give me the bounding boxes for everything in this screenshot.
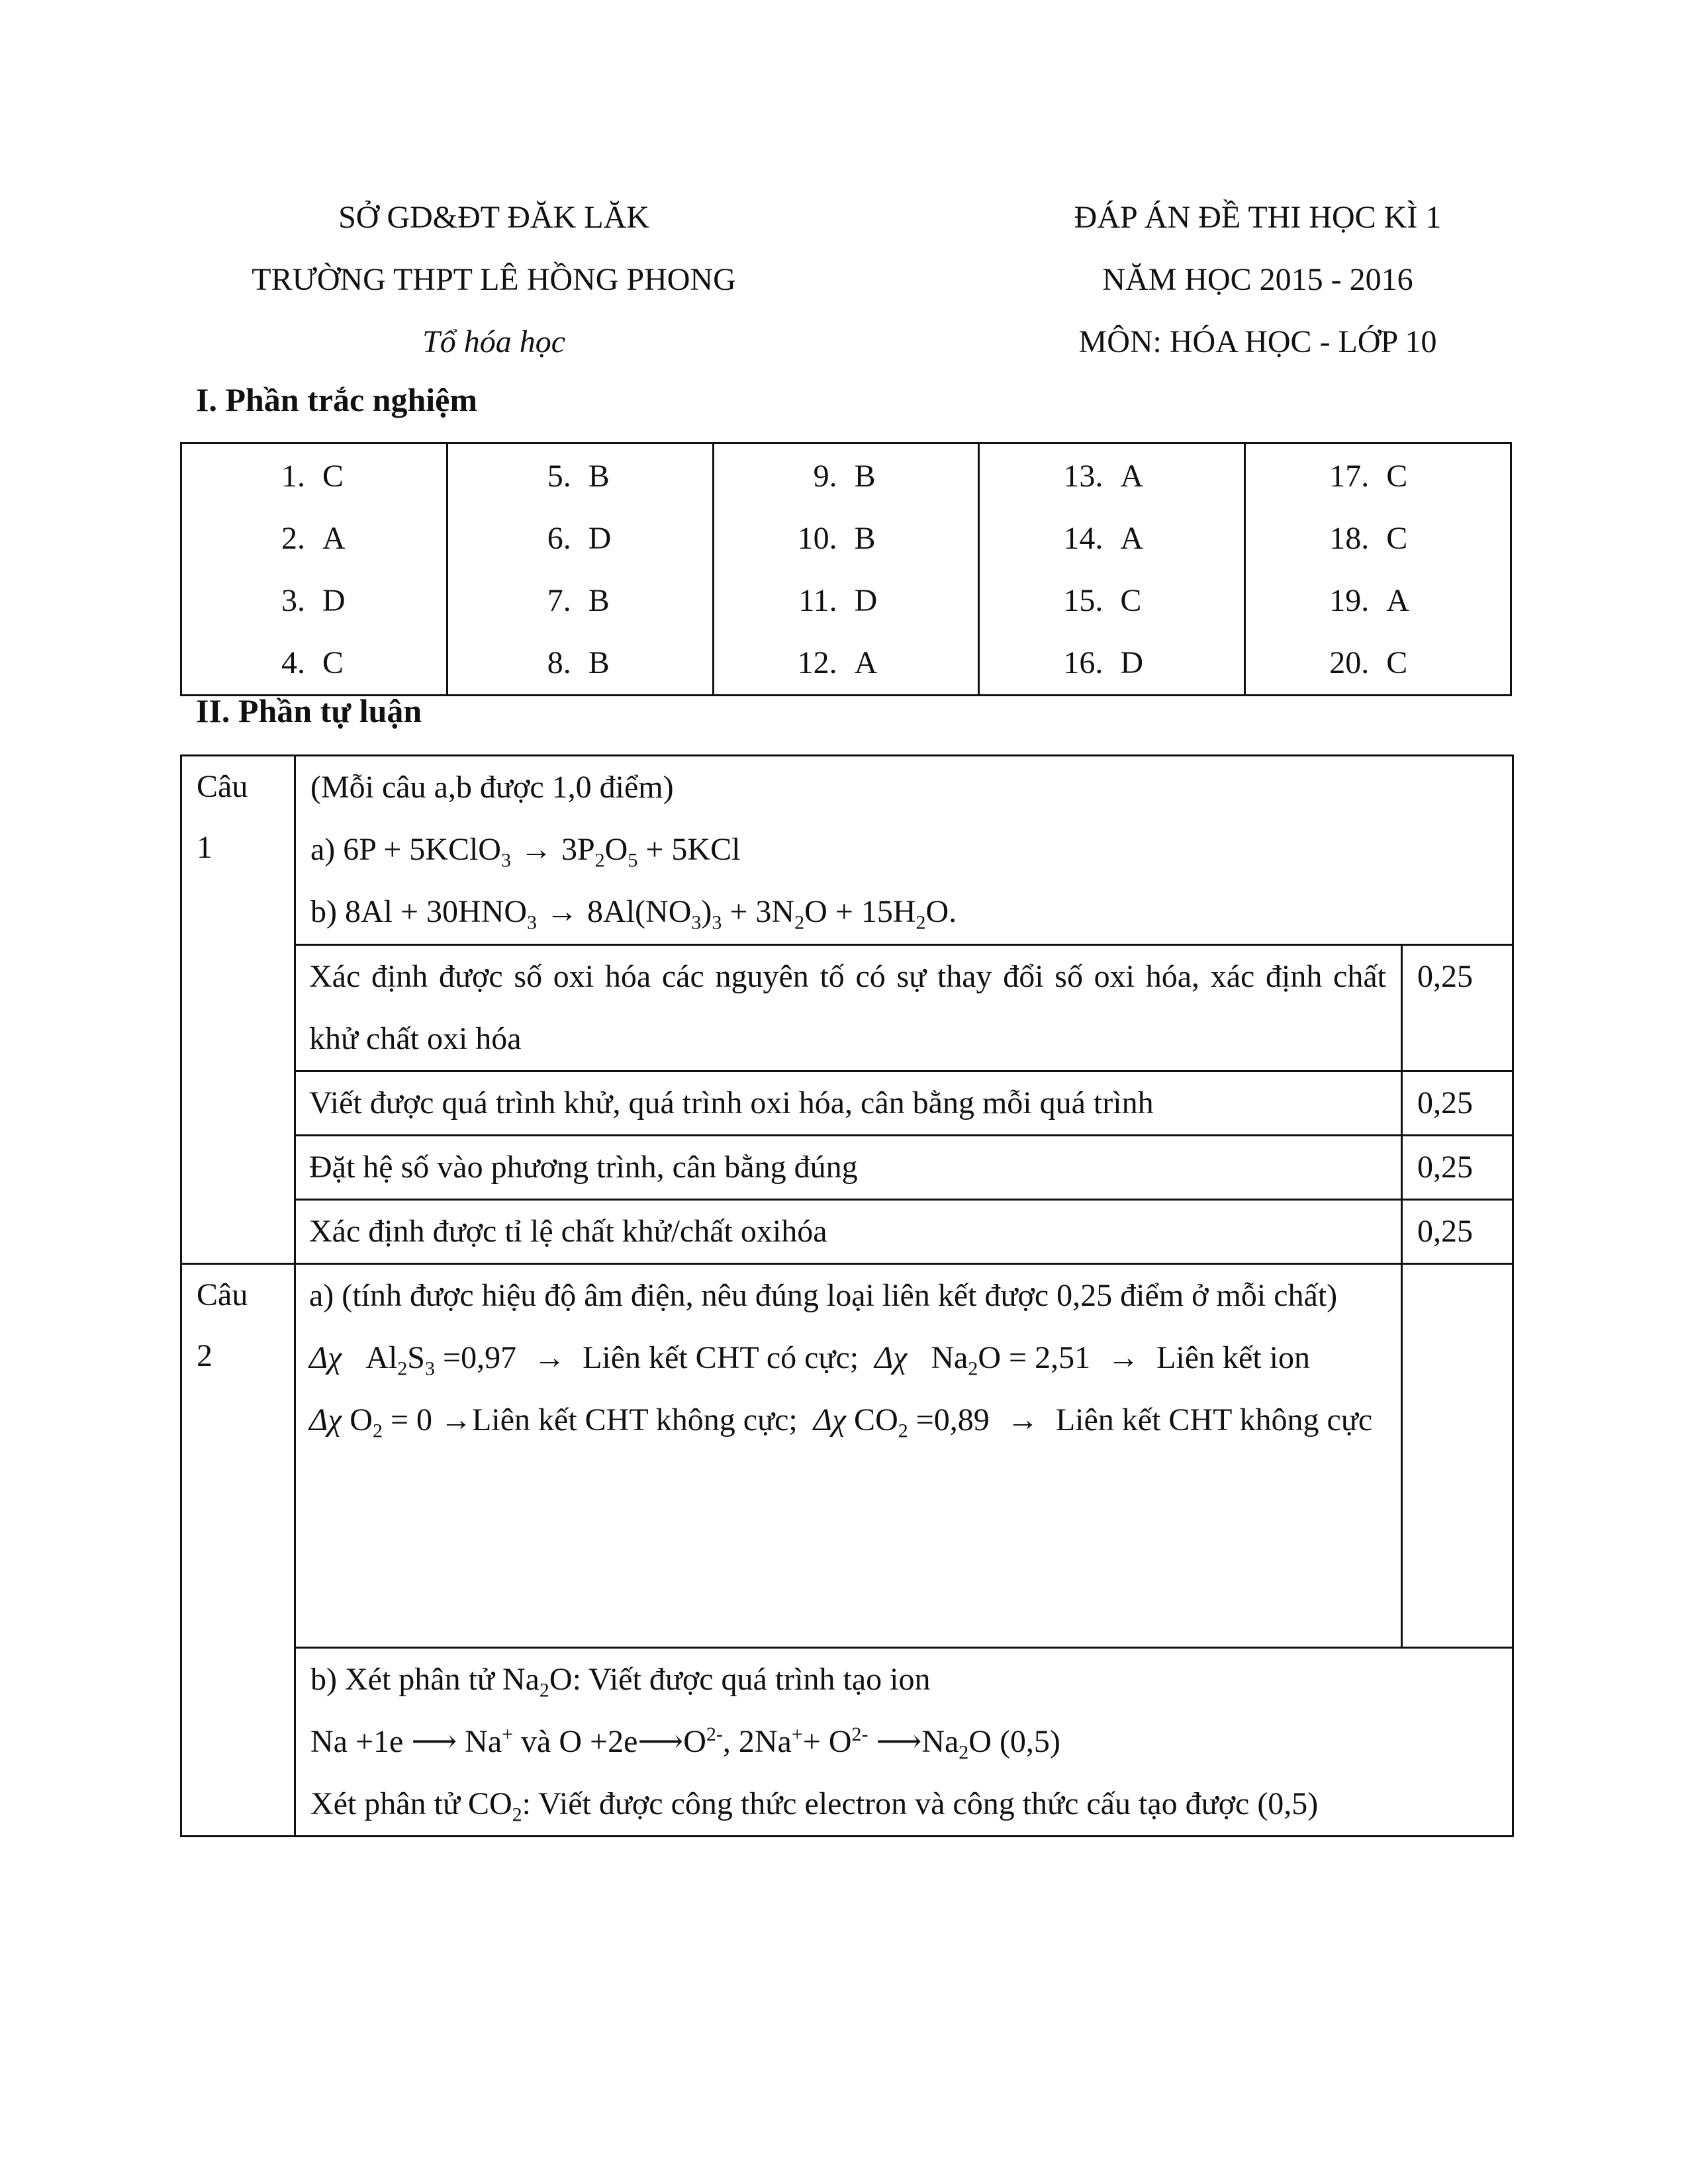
answer-item: 6. D: [547, 521, 612, 556]
answer-item: 14. A: [1063, 521, 1144, 556]
electronegativity-line-2: Δχ $O_2 = 0$ →Liên kết CHT không cực; Δχ $CO_2 =0,89$ → Liên kết CHT không cực: [309, 1402, 1373, 1442]
question-2b-content: [295, 1648, 1513, 1837]
answer-item: 7. B: [547, 583, 610, 618]
answer-item: 19. A: [1329, 583, 1409, 618]
question-1-content: [295, 756, 1513, 945]
question-1-intro: (Mỗi câu a,b được 1,0 điểm): [310, 770, 674, 805]
school-name: TRƯỜNG THPT LÊ HỒNG PHONG: [252, 262, 736, 297]
essay-answer-table: [180, 754, 1514, 1837]
subject-group: Tổ hóa học: [422, 324, 565, 359]
question-1-label: Câu 1: [181, 756, 295, 1264]
answer-column: [979, 443, 1245, 696]
criterion-text: Xác định được số oxi hóa các nguyên tố có sự thay đổi số oxi hóa, xác định chất khử chất oxi hóa: [295, 945, 1402, 1071]
answer-column: [713, 443, 979, 696]
answer-item: 11. D: [798, 583, 878, 618]
answer-item: 17. C: [1329, 459, 1408, 494]
answer-item: 8. B: [547, 645, 610, 680]
question-2b-line-2: Na +1e ⟶ Na+ và $O +2e⟶O^{2-}$, $2Na^++ O^{2-}$ $⟶Na_2O$ (0,5): [310, 1723, 1060, 1764]
department-name: SỞ GD&ĐT ĐĂK LĂK: [338, 200, 649, 235]
criterion-score: 0,25: [1402, 1136, 1513, 1200]
arrow-icon: →: [440, 1402, 473, 1437]
criterion-score: 0,25: [1402, 1071, 1513, 1136]
answer-item: 9. B: [813, 459, 876, 494]
answer-column: [1245, 443, 1511, 696]
question-2b-line-1: b) Xét phân tử $Na_2O$: Viết được quá trình tạo ion: [310, 1662, 931, 1702]
answer-column: [447, 443, 713, 696]
multiple-choice-answer-table: [180, 442, 1512, 696]
answer-item: 12. A: [797, 645, 878, 680]
section-multiple-choice-title: I. Phần trắc nghiệm: [196, 381, 477, 418]
criterion-score: 0,25: [1402, 1200, 1513, 1264]
answer-item: 3. D: [281, 583, 346, 618]
criterion-text: Viết được quá trình khử, quá trình oxi hóa, cân bằng mỗi quá trình: [295, 1071, 1402, 1136]
answer-item: 2. A: [281, 521, 346, 556]
arrow-icon: →: [520, 832, 552, 867]
question-2a-intro: a) (tính được hiệu độ âm điện, nêu đúng loại liên kết được 0,25 điểm ở mỗi chất): [309, 1278, 1338, 1313]
answer-item: 16. D: [1063, 645, 1144, 680]
answer-item: 1. C: [281, 459, 344, 494]
answer-item: 15. C: [1063, 583, 1142, 618]
criterion-score: 0,25: [1402, 945, 1513, 1071]
answer-column: [181, 443, 447, 696]
answer-item: 10. B: [797, 521, 876, 556]
question-2a-score: [1402, 1264, 1513, 1648]
arrow-icon: →: [1107, 1340, 1140, 1375]
header-left: [180, 187, 808, 373]
document-title: ĐÁP ÁN ĐỀ THI HỌC KÌ 1: [1074, 200, 1442, 235]
criterion-text: Xác định được tỉ lệ chất khử/chất oxihóa: [295, 1200, 1402, 1264]
subject-grade: MÔN: HÓA HỌC - LỚP 10: [1078, 324, 1437, 359]
answer-item: 5. B: [547, 459, 610, 494]
arrow-icon: →: [534, 1340, 566, 1375]
school-year: NĂM HỌC 2015 - 2016: [1102, 262, 1413, 297]
answer-item: 20. C: [1329, 645, 1408, 680]
equation-b: b) $8Al + 30HNO_3 \to 8Al(NO_3)_3 + 3N_2O + 15H_2O$.: [310, 894, 957, 934]
arrow-icon: →: [1006, 1402, 1039, 1437]
header-right: [861, 187, 1655, 373]
question-2a-content: [295, 1264, 1402, 1648]
answer-item: 4. C: [281, 645, 344, 680]
electronegativity-line-1: Δχ $Al_2S_3 =0,97$ → Liên kết CHT có cực; Δχ $Na_2O = 2,51$ → Liên kết ion: [309, 1340, 1311, 1380]
question-2b-line-3: Xét phân tử $CO_2$: Viết được công thức electron và công thức cấu tạo được (0,5): [310, 1786, 1319, 1826]
answer-item: 13. A: [1063, 459, 1144, 494]
criterion-text: Đặt hệ số vào phương trình, cân bằng đúng: [295, 1136, 1402, 1200]
equation-a: a) 6P + 5KClO$_3$ → $3P_2O_5 + 5KCl$: [310, 832, 741, 872]
arrow-icon: →: [546, 894, 579, 929]
answer-item: 18. C: [1329, 521, 1408, 556]
question-2-label: Câu 2: [181, 1264, 295, 1837]
section-essay-title: II. Phần tự luận: [196, 692, 422, 729]
